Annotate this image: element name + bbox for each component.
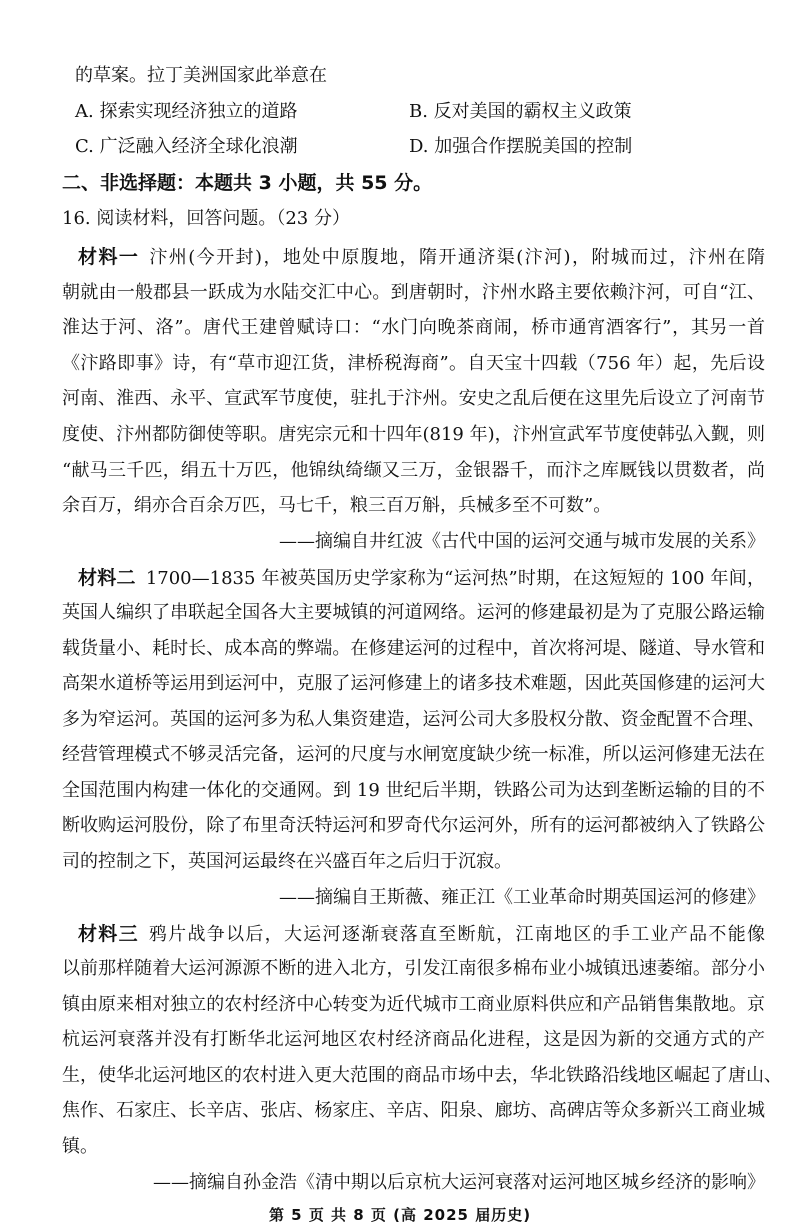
material3-line-1 [78,922,765,947]
material3-line-6: 焦作、石家庄、长辛店、张店、杨家庄、辛店、阳泉、廊坊、高碑店等众多新兴工商业城 [62,1100,765,1121]
material1-line-1-text: 汴州(今开封)，地处中原腹地，隋开通济渠(汴河)，附城而过，汴州在隋 [149,247,765,268]
material2-line-6: 经营管理模式不够灵活完备，运河的尺度与水闸宽度缺少统一标准，所以运河修建无法在 [62,744,765,765]
material2-line-7: 全国范围内构建一体化的交通网。到 19 世纪后半期，铁路公司为达到垄断运输的目的不 [62,780,765,801]
material1-line-2: 朝就由一般郡县一跃成为水陆交汇中心。到唐朝时，汴州水路主要依赖汴河，可自“江、 [62,282,765,303]
material2-line-1-text: 1700—1835 年被英国历史学家称为“运河热”时期，在这短短的 100 年间， [145,568,765,589]
material1-label: 材料一 [78,246,140,268]
section2-heading: 二、非选择题：本题共 3 小题，共 55 分。 [62,172,433,194]
material1-line-8: 余百万，绢亦合百余万匹，马七千，粮三百万斛，兵械多至不可数”。 [62,495,612,516]
material3-line-2: 以前那样随着大运河源源不断的进入北方，引发江南很多棉布业小城镇迅速萎缩。部分小 [62,958,765,979]
material3-label: 材料三 [78,923,139,945]
material3-line-5: 生，使华北运河地区的农村进入更大范围的商品市场中去，华北铁路沿线地区崛起了唐山、 [62,1065,782,1086]
material2-line-1 [78,566,765,591]
material1-line-7: “献马三千匹，绢五十万匹，他锦纨绮缬又三万，金银器千，而汴之库厩钱以贯数者，尚 [62,460,765,481]
material3-source: ——摘编自孙金浩《清中期以后京杭大运河衰落对运河地区城乡经济的影响》 [153,1172,765,1193]
q15-stem-tail: 的草案。拉丁美洲国家此举意在 [75,65,327,86]
q15-option-a: A. 探索实现经济独立的道路 [75,101,298,122]
material1-line-3: 淮达于河、洛”。唐代王建曾赋诗口：“水门向晚茶商闹，桥市通宵酒客行”，其另一首 [62,317,765,338]
material2-line-9: 司的控制之下，英国河运最终在兴盛百年之后归于沉寂。 [62,851,512,872]
material2-source: ——摘编自王斯薇、雍正江《工业革命时期英国运河的修建》 [279,887,765,908]
material2-line-8: 断收购运河股份，除了布里奇沃特运河和罗奇代尔运河外，所有的运河都被纳入了铁路公 [62,815,765,836]
material2-label: 材料二 [78,567,136,589]
page-footer: 第 5 页 共 8 页 (高 2025 届历史) [268,1206,532,1224]
material1-source: ——摘编自井红波《古代中国的运河交通与城市发展的关系》 [279,531,765,552]
material1-line-4: 《汴路即事》诗，有“草市迎江货，津桥税海商”。自天宝十四载（756 年）起，先后设 [62,353,765,374]
material3-line-7: 镇。 [62,1136,98,1157]
material2-line-4: 高架水道桥等运用到运河中，克服了运河修建上的诸多技术难题，因此英国修建的运河大 [62,673,765,694]
q15-option-b: B. 反对美国的霸权主义政策 [409,101,632,122]
material2-line-2: 英国人编织了串联起全国各大主要城镇的河道网络。运河的修建最初是为了克服公路运输 [62,602,765,623]
material2-line-3: 载货量小、耗时长、成本高的弊端。在修建运河的过程中，首次将河堤、隧道、导水管和 [62,638,765,659]
material2-line-5: 多为窄运河。英国的运河多为私人集资建造，运河公司大多股权分散、资金配置不合理、 [62,709,765,730]
material1-line-5: 河南、淮西、永平、宣武军节度使，驻扎于汴州。安史之乱后便在这里先后设立了河南节 [62,388,765,409]
material3-line-3: 镇由原来相对独立的农村经济中心转变为近代城市工商业原料供应和产品销售集散地。京 [62,994,765,1015]
material3-line-1-text: 鸦片战争以后，大运河逐渐衰落直至断航，江南地区的手工业产品不能像 [148,924,765,945]
material1-line-1 [78,245,765,270]
q15-option-d: D. 加强合作摆脱美国的控制 [409,136,633,157]
material3-line-4: 杭运河衰落并没有打断华北运河地区农村经济商品化进程，这是因为新的交通方式的产 [62,1029,765,1050]
q16-stem: 16. 阅读材料，回答问题。（23 分） [62,208,350,229]
material1-line-6: 度使、汴州都防御使等职。唐宪宗元和十四年(819 年)，汴州宣武军节度使韩弘入觐，则 [62,424,765,445]
q15-option-c: C. 广泛融入经济全球化浪潮 [75,136,298,157]
